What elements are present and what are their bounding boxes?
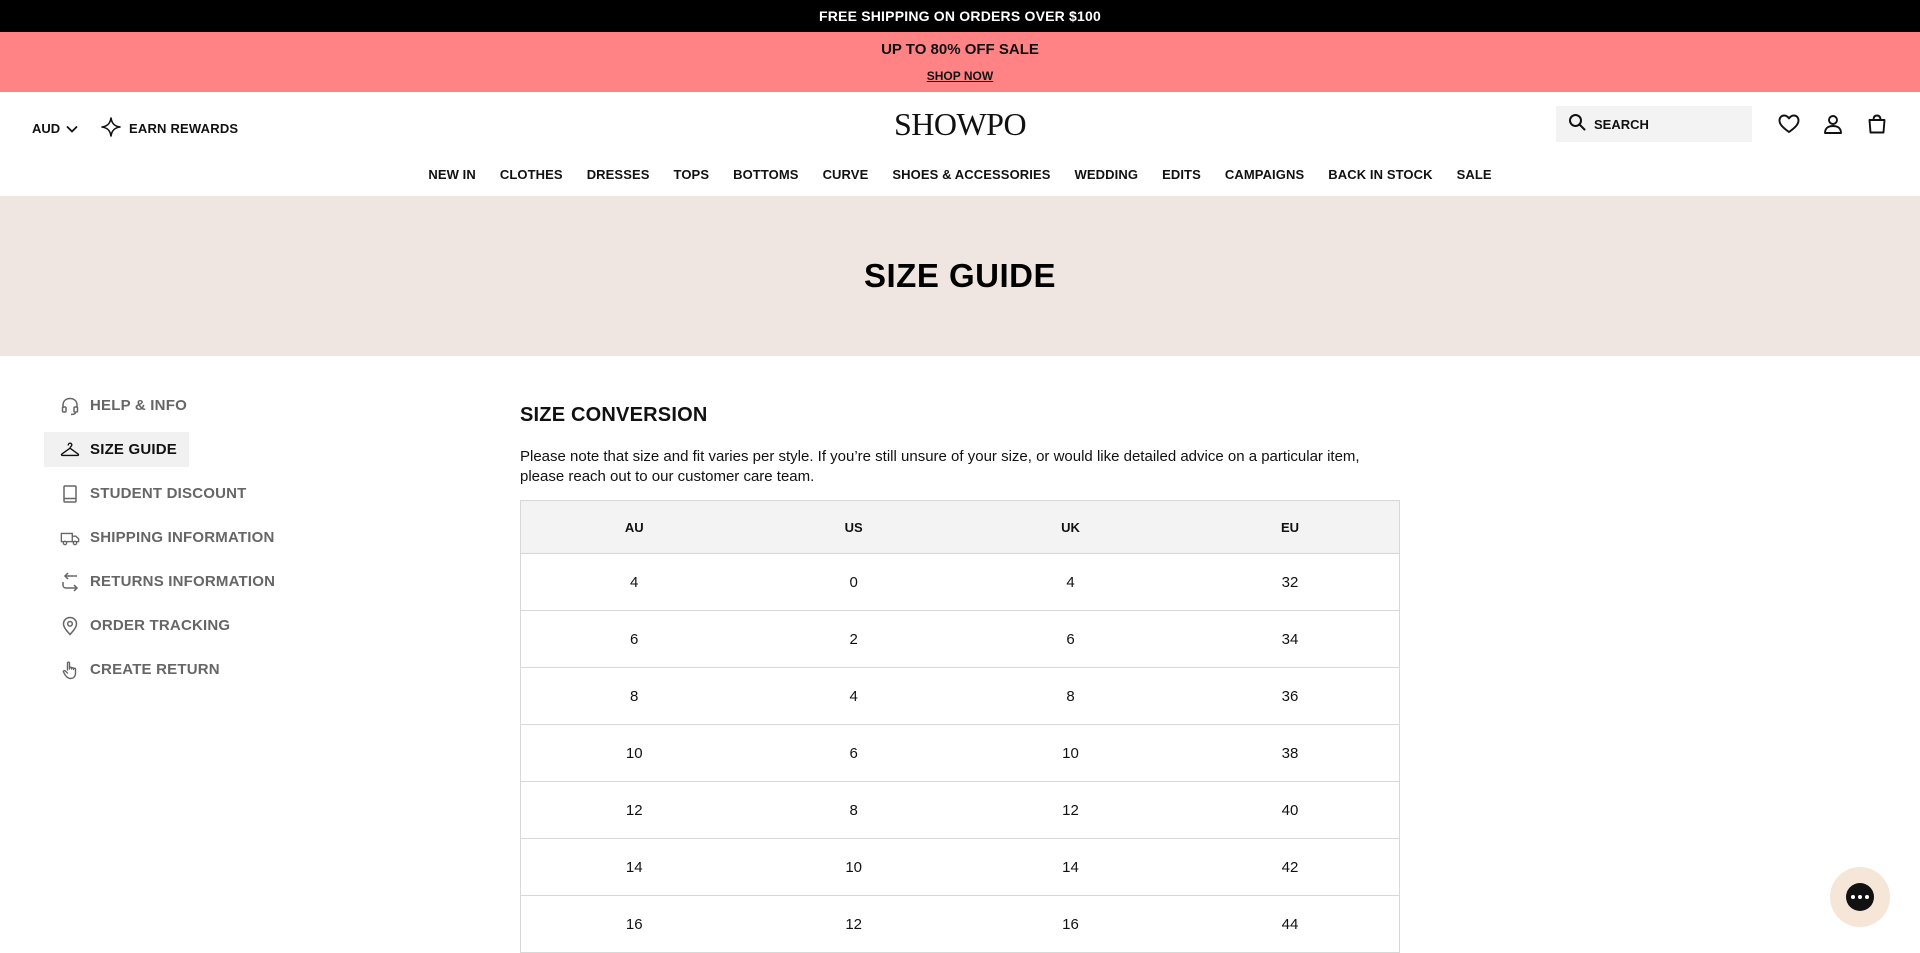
promo-banner <box>0 32 1920 92</box>
table-cell: 4 <box>521 554 748 611</box>
table-cell: 8 <box>747 782 960 839</box>
announcement-bar <box>0 0 1920 32</box>
shop-now-link[interactable]: SHOP NOW <box>926 69 994 83</box>
table-row <box>521 611 1400 668</box>
column-header-us: US <box>747 501 960 554</box>
table-cell: 40 <box>1181 782 1399 839</box>
nav-campaigns[interactable]: CAMPAIGNS <box>1224 167 1305 182</box>
announcement-text: FREE SHIPPING ON ORDERS OVER $100 <box>818 8 1101 24</box>
size-conversion-table <box>520 500 1400 953</box>
table-cell: 10 <box>747 839 960 896</box>
earn-rewards-button[interactable] <box>101 114 238 142</box>
sidebar-item-shipping-information[interactable] <box>44 520 287 555</box>
nav-tops[interactable]: TOPS <box>673 167 710 182</box>
search-icon <box>1568 113 1586 136</box>
nav-shoes-accessories[interactable]: SHOES & ACCESSORIES <box>892 167 1051 182</box>
cart-bag-icon[interactable] <box>1865 112 1889 136</box>
sidebar-item-order-tracking[interactable] <box>44 608 242 643</box>
column-header-uk: UK <box>960 501 1181 554</box>
table-header-row <box>521 501 1400 554</box>
table-cell: 8 <box>521 668 748 725</box>
table-cell: 12 <box>960 782 1181 839</box>
section-heading: SIZE CONVERSION <box>520 404 708 426</box>
table-cell: 12 <box>521 782 748 839</box>
table-cell: 0 <box>747 554 960 611</box>
chevron-down-icon <box>66 121 78 136</box>
account-user-icon[interactable] <box>1821 112 1845 136</box>
table-cell: 6 <box>521 611 748 668</box>
table-cell: 2 <box>747 611 960 668</box>
sidebar-item-label: ORDER TRACKING <box>90 617 231 634</box>
sparkle-icon <box>101 117 121 140</box>
table-cell: 38 <box>1181 725 1399 782</box>
page-title: SIZE GUIDE <box>863 257 1057 294</box>
showpo-logo[interactable]: SHOWPO <box>893 106 1027 142</box>
map-pin-icon <box>60 616 80 636</box>
nav-sale[interactable]: SALE <box>1456 167 1492 182</box>
table-cell: 32 <box>1181 554 1399 611</box>
table-cell: 34 <box>1181 611 1399 668</box>
help-sidebar <box>44 388 344 696</box>
table-row <box>521 896 1400 953</box>
table-cell: 10 <box>521 725 748 782</box>
table-cell: 8 <box>960 668 1181 725</box>
search-input[interactable] <box>1594 117 1734 132</box>
currency-selector[interactable] <box>32 116 78 140</box>
column-header-au: AU <box>521 501 748 554</box>
sidebar-item-help-info[interactable] <box>44 388 199 423</box>
table-cell: 44 <box>1181 896 1399 953</box>
main-navigation <box>0 167 1920 187</box>
size-note: Please note that size and fit varies per style. If you’re still unsure of your size, or would like detailed advice on a particular item, please reach out to our customer care team. <box>520 448 1360 485</box>
nav-back-in-stock[interactable]: BACK IN STOCK <box>1328 167 1433 182</box>
chat-launcher-button[interactable] <box>1830 867 1890 927</box>
nav-edits[interactable]: EDITS <box>1162 167 1201 182</box>
truck-icon <box>60 528 80 548</box>
sidebar-item-create-return[interactable] <box>44 652 232 687</box>
table-cell: 4 <box>960 554 1181 611</box>
nav-wedding[interactable]: WEDDING <box>1074 167 1139 182</box>
sidebar-item-label: RETURNS INFORMATION <box>90 573 276 590</box>
nav-dresses[interactable]: DRESSES <box>586 167 650 182</box>
table-cell: 16 <box>521 896 748 953</box>
sidebar-item-student-discount[interactable] <box>44 476 259 511</box>
page-hero <box>0 196 1920 356</box>
currency-label: AUD <box>32 120 61 136</box>
table-cell: 10 <box>960 725 1181 782</box>
table-cell: 16 <box>960 896 1181 953</box>
table-row <box>521 782 1400 839</box>
chat-bubble-icon <box>1846 883 1874 911</box>
table-cell: 6 <box>960 611 1181 668</box>
sidebar-item-returns-information[interactable] <box>44 564 287 599</box>
column-header-eu: EU <box>1181 501 1399 554</box>
earn-rewards-label: EARN REWARDS <box>129 120 239 136</box>
table-row <box>521 554 1400 611</box>
book-icon <box>60 484 80 504</box>
table-cell: 42 <box>1181 839 1399 896</box>
sidebar-item-size-guide[interactable] <box>44 432 189 467</box>
search-box[interactable] <box>1556 106 1752 142</box>
headset-icon <box>60 396 80 416</box>
nav-new-in[interactable]: NEW IN <box>428 167 476 182</box>
return-arrow-icon <box>60 572 80 592</box>
table-cell: 14 <box>960 839 1181 896</box>
sidebar-item-label: SIZE GUIDE <box>90 441 178 458</box>
table-row <box>521 668 1400 725</box>
promo-title: UP TO 80% OFF SALE <box>881 41 1039 58</box>
table-cell: 14 <box>521 839 748 896</box>
nav-clothes[interactable]: CLOTHES <box>499 167 563 182</box>
hanger-icon <box>60 440 80 460</box>
table-cell: 36 <box>1181 668 1399 725</box>
nav-bottoms[interactable]: BOTTOMS <box>733 167 799 182</box>
sidebar-item-label: CREATE RETURN <box>90 661 220 678</box>
table-row <box>521 839 1400 896</box>
sidebar-item-label: STUDENT DISCOUNT <box>90 485 247 502</box>
sidebar-item-label: SHIPPING INFORMATION <box>90 529 275 546</box>
table-cell: 12 <box>747 896 960 953</box>
hand-pointer-icon <box>60 660 80 680</box>
size-conversion-section <box>520 404 1400 487</box>
table-cell: 4 <box>747 668 960 725</box>
table-row <box>521 725 1400 782</box>
nav-curve[interactable]: CURVE <box>822 167 869 182</box>
sidebar-item-label: HELP & INFO <box>90 397 187 414</box>
wishlist-heart-icon[interactable] <box>1777 112 1801 136</box>
table-cell: 6 <box>747 725 960 782</box>
